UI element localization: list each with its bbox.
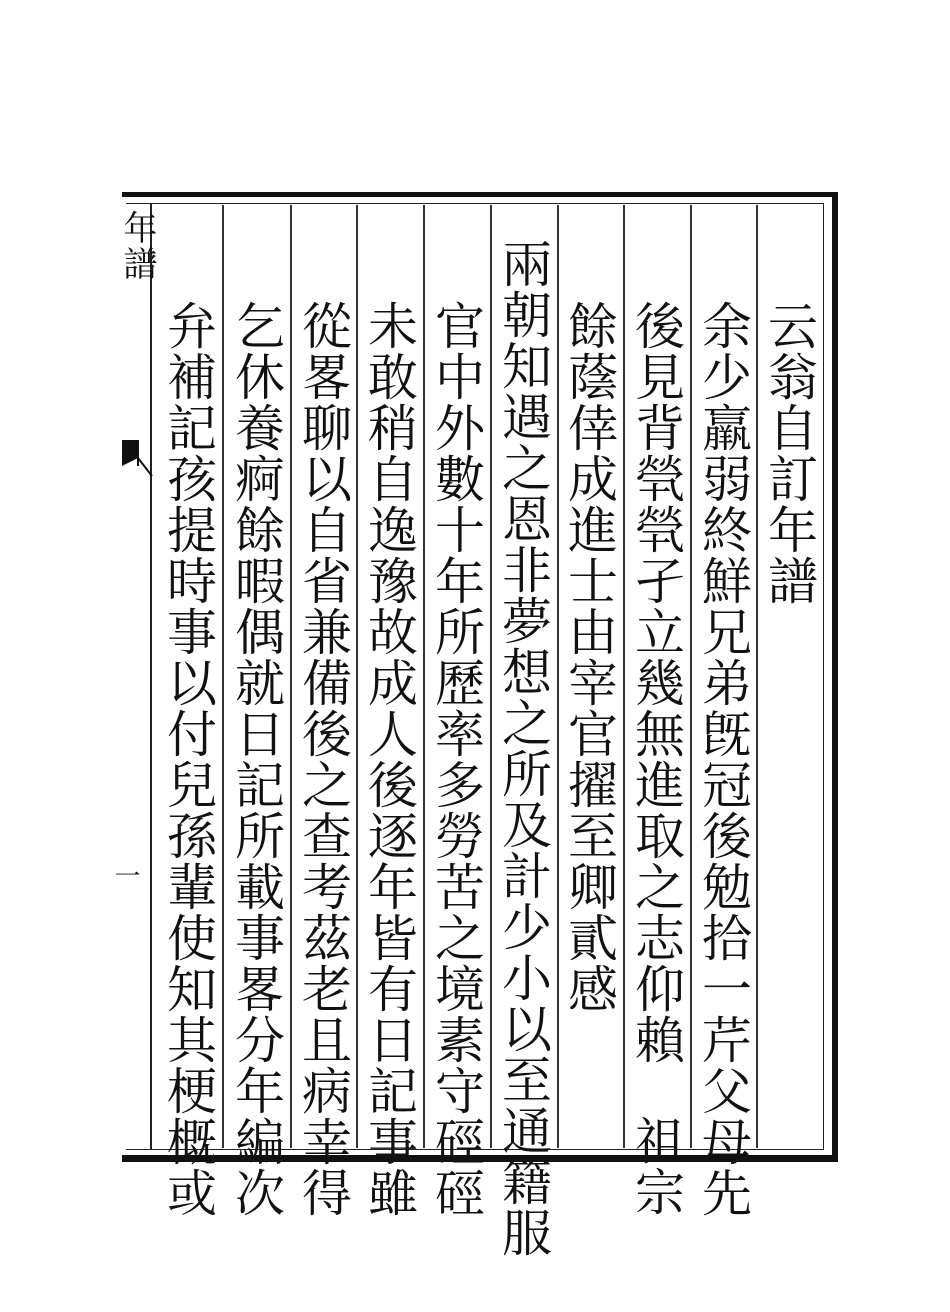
text-column: 弁補記孩提時事以付兒孫輩使知其梗概或 [159, 300, 217, 1218]
text-column-elevated: 兩朝知遇之恩非夢想之所及計少小以至通籍服 [494, 238, 552, 1258]
text-column: 從畧聊以自省兼備後之查考茲老且病幸得 [294, 300, 352, 1218]
column-rule [490, 205, 492, 1148]
fishtail-mark-icon [118, 436, 154, 480]
page-border-left [150, 203, 152, 1150]
column-rule [222, 205, 224, 1148]
column-rule [356, 205, 358, 1148]
text-column [627, 300, 685, 1217]
text-column: 余少羸弱終鮮兄弟旣冠後勉拾一芹父母先 [694, 300, 752, 1218]
text-column: 未敢稍自逸豫故成人後逐年皆有日記事雖 [360, 300, 418, 1218]
text-column-honorific: 祖宗 [627, 1115, 685, 1217]
column-rule [623, 205, 625, 1148]
text-column-body: 後見背煢煢孑立幾無進取之志仰賴 [627, 300, 685, 1065]
column-rule [423, 205, 425, 1148]
text-column-title: 云翁自訂年譜 [760, 300, 818, 606]
column-rule [557, 205, 559, 1148]
column-rule [690, 205, 692, 1148]
column-rule [290, 205, 292, 1148]
text-column: 官中外數十年所歷率多勞苦之境素守硜硜 [427, 300, 485, 1218]
spine-title: 年譜 [117, 210, 157, 282]
text-column: 餘蔭倖成進士由宰官擢至卿貳感 [560, 300, 618, 1014]
text-column: 乞休養痾餘暇偶就日記所載事畧分年編次 [227, 300, 285, 1218]
column-rule [756, 205, 758, 1148]
folio-number: 一 [110, 862, 140, 888]
